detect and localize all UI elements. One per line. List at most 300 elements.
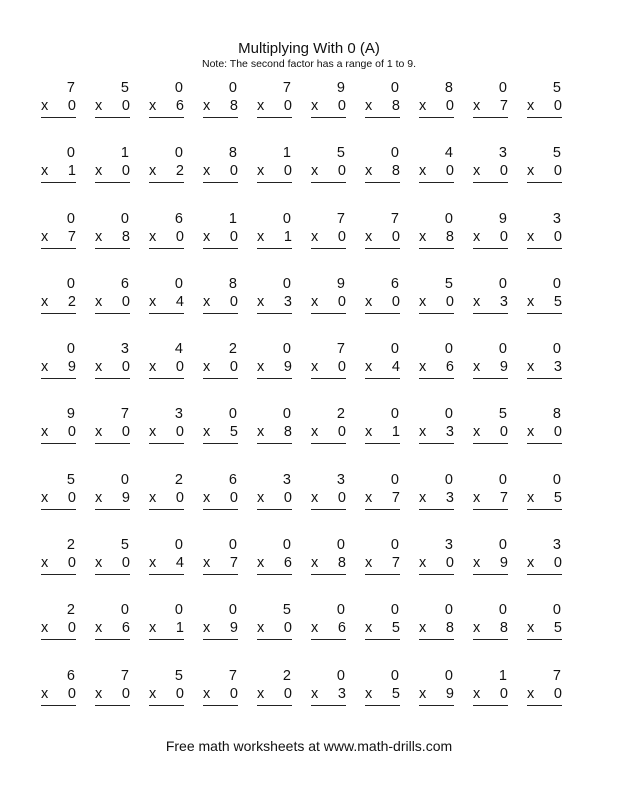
- multiply-operator: x: [419, 228, 427, 245]
- second-factor-line: [365, 620, 400, 636]
- second-factor-line: [41, 359, 76, 375]
- second-factor: 0: [337, 489, 346, 506]
- answer-line: [527, 639, 562, 640]
- multiplication-problem: [93, 666, 147, 731]
- first-factor: 0: [336, 602, 345, 619]
- second-factor-line: [473, 294, 508, 310]
- multiplication-problem: [309, 339, 363, 404]
- second-factor: 0: [553, 685, 562, 702]
- first-factor: 3: [552, 537, 561, 554]
- multiply-operator: x: [203, 620, 211, 637]
- answer-line: [257, 117, 292, 118]
- second-factor: 2: [175, 163, 184, 180]
- multiplication-problem: [417, 470, 471, 535]
- answer-line: [527, 378, 562, 379]
- second-factor: 9: [499, 359, 508, 376]
- second-factor: 0: [175, 424, 184, 441]
- second-factor: 0: [229, 228, 238, 245]
- answer-line: [365, 509, 400, 510]
- second-factor: 0: [553, 555, 562, 572]
- first-factor: 7: [336, 210, 345, 227]
- answer-line: [95, 378, 130, 379]
- first-factor: 0: [228, 80, 237, 96]
- second-factor-line: [203, 229, 238, 245]
- second-factor: 0: [337, 163, 346, 180]
- multiply-operator: x: [473, 620, 481, 637]
- second-factor: 6: [283, 555, 292, 572]
- second-factor-line: [473, 490, 508, 506]
- answer-line: [41, 117, 76, 118]
- first-factor: 9: [336, 275, 345, 292]
- multiply-operator: x: [41, 359, 49, 376]
- first-factor: 2: [174, 471, 183, 488]
- multiply-operator: x: [149, 293, 157, 310]
- second-factor-line: [41, 229, 76, 245]
- second-factor: 0: [283, 620, 292, 637]
- first-factor: 5: [120, 80, 129, 96]
- multiply-operator: x: [527, 555, 535, 572]
- second-factor-line: [311, 163, 346, 179]
- second-factor-line: [257, 98, 292, 114]
- multiplication-problem: [471, 470, 525, 535]
- multiplication-problem: [93, 470, 147, 535]
- multiplication-problem: [309, 535, 363, 600]
- second-factor: 0: [337, 293, 346, 310]
- answer-line: [149, 639, 184, 640]
- answer-line: [419, 378, 454, 379]
- first-factor: 0: [498, 341, 507, 358]
- answer-line: [527, 574, 562, 575]
- first-factor: 0: [498, 80, 507, 96]
- first-factor: 0: [282, 210, 291, 227]
- second-factor: 1: [283, 228, 292, 245]
- second-factor-line: [419, 98, 454, 114]
- second-factor: 0: [499, 685, 508, 702]
- answer-line: [311, 313, 346, 314]
- second-factor: 0: [229, 489, 238, 506]
- first-factor: 1: [282, 145, 291, 162]
- multiply-operator: x: [311, 359, 319, 376]
- second-factor-line: [41, 98, 76, 114]
- first-factor: 2: [282, 667, 291, 684]
- multiply-operator: x: [311, 424, 319, 441]
- first-factor: 0: [336, 537, 345, 554]
- problem-row: [39, 209, 579, 274]
- second-factor-line: [149, 620, 184, 636]
- answer-line: [473, 639, 508, 640]
- answer-line: [473, 574, 508, 575]
- multiplication-problem: [471, 209, 525, 274]
- second-factor-line: [203, 424, 238, 440]
- multiplication-problem: [471, 404, 525, 469]
- multiplication-problem: [147, 143, 201, 208]
- multiplication-problem: [147, 600, 201, 665]
- multiply-operator: x: [149, 98, 157, 114]
- multiply-operator: x: [419, 359, 427, 376]
- multiplication-problem: [309, 600, 363, 665]
- answer-line: [149, 117, 184, 118]
- first-factor: 4: [444, 145, 453, 162]
- answer-line: [365, 117, 400, 118]
- answer-line: [41, 378, 76, 379]
- second-factor: 0: [175, 228, 184, 245]
- second-factor-line: [419, 294, 454, 310]
- second-factor-line: [257, 424, 292, 440]
- second-factor-line: [365, 555, 400, 571]
- first-factor: 0: [390, 471, 399, 488]
- first-factor: 0: [444, 667, 453, 684]
- second-factor-line: [527, 229, 562, 245]
- second-factor: 0: [499, 228, 508, 245]
- second-factor: 0: [67, 98, 76, 114]
- second-factor-line: [149, 229, 184, 245]
- first-factor: 9: [336, 80, 345, 96]
- second-factor-line: [203, 294, 238, 310]
- multiplication-problem: [525, 535, 579, 600]
- second-factor: 0: [283, 489, 292, 506]
- multiplication-problem: [201, 470, 255, 535]
- multiply-operator: x: [527, 489, 535, 506]
- first-factor: 0: [336, 667, 345, 684]
- multiplication-problem: [147, 78, 201, 143]
- second-factor-line: [419, 359, 454, 375]
- multiply-operator: x: [257, 98, 265, 114]
- multiplication-problem: [39, 666, 93, 731]
- first-factor: 5: [282, 602, 291, 619]
- multiplication-problem: [201, 666, 255, 731]
- multiply-operator: x: [527, 424, 535, 441]
- answer-line: [473, 248, 508, 249]
- multiplication-problem: [201, 535, 255, 600]
- first-factor: 0: [390, 145, 399, 162]
- multiplication-problem: [255, 600, 309, 665]
- multiply-operator: x: [419, 489, 427, 506]
- first-factor: 5: [174, 667, 183, 684]
- second-factor: 0: [553, 98, 562, 114]
- multiplication-problem: [309, 404, 363, 469]
- second-factor: 8: [391, 98, 400, 114]
- second-factor-line: [365, 163, 400, 179]
- multiplication-problem: [525, 274, 579, 339]
- first-factor: 0: [228, 602, 237, 619]
- second-factor-line: [95, 294, 130, 310]
- second-factor-line: [527, 98, 562, 114]
- second-factor: 0: [445, 555, 454, 572]
- answer-line: [41, 705, 76, 706]
- multiply-operator: x: [473, 228, 481, 245]
- multiplication-problem: [147, 666, 201, 731]
- second-factor: 0: [229, 163, 238, 180]
- first-factor: 0: [390, 341, 399, 358]
- multiplication-problem: [417, 209, 471, 274]
- first-factor: 6: [174, 210, 183, 227]
- multiplication-problem: [363, 404, 417, 469]
- multiplication-problem: [417, 535, 471, 600]
- second-factor-line: [95, 163, 130, 179]
- multiplication-problem: [201, 143, 255, 208]
- first-factor: 0: [390, 667, 399, 684]
- answer-line: [41, 313, 76, 314]
- second-factor: 0: [121, 685, 130, 702]
- multiply-operator: x: [203, 359, 211, 376]
- second-factor-line: [95, 620, 130, 636]
- answer-line: [473, 117, 508, 118]
- answer-line: [419, 639, 454, 640]
- second-factor: 0: [121, 98, 130, 114]
- multiplication-problem: [363, 535, 417, 600]
- first-factor: 0: [66, 275, 75, 292]
- multiplication-problem: [93, 600, 147, 665]
- second-factor: 0: [67, 555, 76, 572]
- second-factor-line: [149, 359, 184, 375]
- multiply-operator: x: [365, 489, 373, 506]
- second-factor-line: [149, 98, 184, 114]
- problem-row: [39, 535, 579, 600]
- answer-line: [311, 117, 346, 118]
- multiply-operator: x: [365, 555, 373, 572]
- answer-line: [149, 443, 184, 444]
- second-factor-line: [419, 686, 454, 702]
- first-factor: 7: [282, 80, 291, 96]
- second-factor-line: [311, 229, 346, 245]
- second-factor-line: [149, 555, 184, 571]
- second-factor-line: [95, 555, 130, 571]
- multiplication-problem: [471, 600, 525, 665]
- answer-line: [419, 248, 454, 249]
- multiply-operator: x: [311, 685, 319, 702]
- second-factor: 0: [283, 163, 292, 180]
- second-factor: 0: [337, 98, 346, 114]
- second-factor-line: [473, 359, 508, 375]
- answer-line: [203, 705, 238, 706]
- answer-line: [203, 574, 238, 575]
- second-factor-line: [311, 294, 346, 310]
- multiply-operator: x: [473, 163, 481, 180]
- multiplication-problem: [147, 535, 201, 600]
- multiplication-problem: [255, 339, 309, 404]
- multiply-operator: x: [311, 620, 319, 637]
- second-factor-line: [527, 163, 562, 179]
- second-factor-line: [365, 686, 400, 702]
- multiplication-problem: [255, 666, 309, 731]
- second-factor-line: [311, 555, 346, 571]
- second-factor: 5: [391, 620, 400, 637]
- multiplication-problem: [255, 78, 309, 143]
- second-factor: 8: [499, 620, 508, 637]
- second-factor-line: [149, 163, 184, 179]
- multiply-operator: x: [365, 424, 373, 441]
- multiplication-problem: [39, 470, 93, 535]
- multiply-operator: x: [257, 359, 265, 376]
- second-factor: 0: [553, 228, 562, 245]
- answer-line: [311, 705, 346, 706]
- first-factor: 0: [66, 145, 75, 162]
- second-factor-line: [527, 620, 562, 636]
- first-factor: 0: [444, 602, 453, 619]
- answer-line: [203, 248, 238, 249]
- multiply-operator: x: [149, 228, 157, 245]
- multiply-operator: x: [365, 228, 373, 245]
- second-factor-line: [257, 229, 292, 245]
- first-factor: 0: [282, 341, 291, 358]
- multiplication-problem: [471, 666, 525, 731]
- second-factor-line: [527, 686, 562, 702]
- second-factor: 0: [445, 98, 454, 114]
- second-factor: 0: [229, 293, 238, 310]
- second-factor: 8: [229, 98, 238, 114]
- multiply-operator: x: [419, 555, 427, 572]
- multiply-operator: x: [527, 359, 535, 376]
- answer-line: [95, 705, 130, 706]
- second-factor-line: [527, 359, 562, 375]
- second-factor-line: [41, 294, 76, 310]
- first-factor: 0: [120, 210, 129, 227]
- multiply-operator: x: [419, 98, 427, 114]
- first-factor: 0: [174, 537, 183, 554]
- problem-row: [39, 143, 579, 208]
- answer-line: [311, 182, 346, 183]
- second-factor: 7: [67, 228, 76, 245]
- multiply-operator: x: [41, 228, 49, 245]
- multiply-operator: x: [365, 685, 373, 702]
- first-factor: 0: [282, 406, 291, 423]
- second-factor-line: [419, 424, 454, 440]
- multiplication-problem: [201, 209, 255, 274]
- second-factor: 0: [499, 424, 508, 441]
- multiply-operator: x: [257, 163, 265, 180]
- multiply-operator: x: [95, 163, 103, 180]
- first-factor: 0: [552, 602, 561, 619]
- second-factor-line: [41, 620, 76, 636]
- multiply-operator: x: [41, 685, 49, 702]
- first-factor: 6: [228, 471, 237, 488]
- answer-line: [41, 574, 76, 575]
- multiplication-problem: [93, 274, 147, 339]
- multiply-operator: x: [149, 489, 157, 506]
- answer-line: [419, 313, 454, 314]
- second-factor-line: [41, 555, 76, 571]
- multiply-operator: x: [203, 685, 211, 702]
- first-factor: 8: [444, 80, 453, 96]
- second-factor: 0: [553, 163, 562, 180]
- second-factor-line: [419, 163, 454, 179]
- multiply-operator: x: [473, 489, 481, 506]
- multiplication-problem: [39, 209, 93, 274]
- multiply-operator: x: [473, 98, 481, 114]
- first-factor: 5: [336, 145, 345, 162]
- answer-line: [203, 509, 238, 510]
- first-factor: 0: [282, 275, 291, 292]
- multiply-operator: x: [419, 424, 427, 441]
- first-factor: 7: [336, 341, 345, 358]
- second-factor: 0: [67, 489, 76, 506]
- problem-row: [39, 78, 579, 143]
- second-factor-line: [203, 359, 238, 375]
- multiplication-problem: [525, 209, 579, 274]
- second-factor-line: [257, 555, 292, 571]
- multiply-operator: x: [203, 98, 211, 114]
- second-factor: 8: [121, 228, 130, 245]
- multiplication-problem: [255, 209, 309, 274]
- multiplication-problem: [255, 404, 309, 469]
- first-factor: 6: [120, 275, 129, 292]
- answer-line: [203, 639, 238, 640]
- multiply-operator: x: [257, 620, 265, 637]
- answer-line: [419, 574, 454, 575]
- multiplication-problem: [255, 274, 309, 339]
- answer-line: [203, 117, 238, 118]
- problem-row: [39, 339, 579, 404]
- second-factor: 0: [67, 685, 76, 702]
- first-factor: 2: [66, 537, 75, 554]
- multiplication-problem: [147, 339, 201, 404]
- second-factor: 5: [553, 620, 562, 637]
- multiply-operator: x: [41, 620, 49, 637]
- first-factor: 0: [120, 471, 129, 488]
- second-factor: 6: [175, 98, 184, 114]
- second-factor-line: [149, 490, 184, 506]
- multiplication-problem: [417, 666, 471, 731]
- first-factor: 3: [282, 471, 291, 488]
- multiplication-problem: [363, 666, 417, 731]
- second-factor: 0: [445, 163, 454, 180]
- first-factor: 0: [390, 406, 399, 423]
- multiplication-problem: [417, 404, 471, 469]
- second-factor: 0: [553, 424, 562, 441]
- multiplication-problem: [93, 535, 147, 600]
- first-factor: 9: [66, 406, 75, 423]
- second-factor-line: [365, 490, 400, 506]
- first-factor: 5: [66, 471, 75, 488]
- multiplication-problem: [93, 209, 147, 274]
- multiply-operator: x: [95, 293, 103, 310]
- multiply-operator: x: [149, 359, 157, 376]
- multiplication-problem: [363, 600, 417, 665]
- multiply-operator: x: [257, 424, 265, 441]
- first-factor: 7: [120, 667, 129, 684]
- second-factor-line: [149, 686, 184, 702]
- second-factor: 0: [175, 489, 184, 506]
- multiply-operator: x: [365, 98, 373, 114]
- multiply-operator: x: [95, 685, 103, 702]
- problem-row: [39, 404, 579, 469]
- second-factor: 0: [67, 424, 76, 441]
- worksheet-footer: Free math worksheets at www.math-drills.com: [165, 738, 453, 754]
- second-factor: 8: [337, 555, 346, 572]
- second-factor-line: [95, 359, 130, 375]
- second-factor-line: [527, 424, 562, 440]
- multiply-operator: x: [257, 555, 265, 572]
- second-factor-line: [149, 294, 184, 310]
- answer-line: [257, 378, 292, 379]
- first-factor: 5: [552, 80, 561, 96]
- multiply-operator: x: [365, 359, 373, 376]
- multiplication-problem: [39, 274, 93, 339]
- first-factor: 0: [444, 406, 453, 423]
- multiply-operator: x: [419, 620, 427, 637]
- answer-line: [257, 705, 292, 706]
- answer-line: [365, 313, 400, 314]
- first-factor: 5: [120, 537, 129, 554]
- second-factor: 7: [229, 555, 238, 572]
- multiply-operator: x: [419, 163, 427, 180]
- multiplication-problem: [417, 78, 471, 143]
- second-factor: 0: [67, 620, 76, 637]
- multiplication-problem: [471, 143, 525, 208]
- second-factor-line: [257, 294, 292, 310]
- second-factor-line: [311, 359, 346, 375]
- first-factor: 0: [552, 471, 561, 488]
